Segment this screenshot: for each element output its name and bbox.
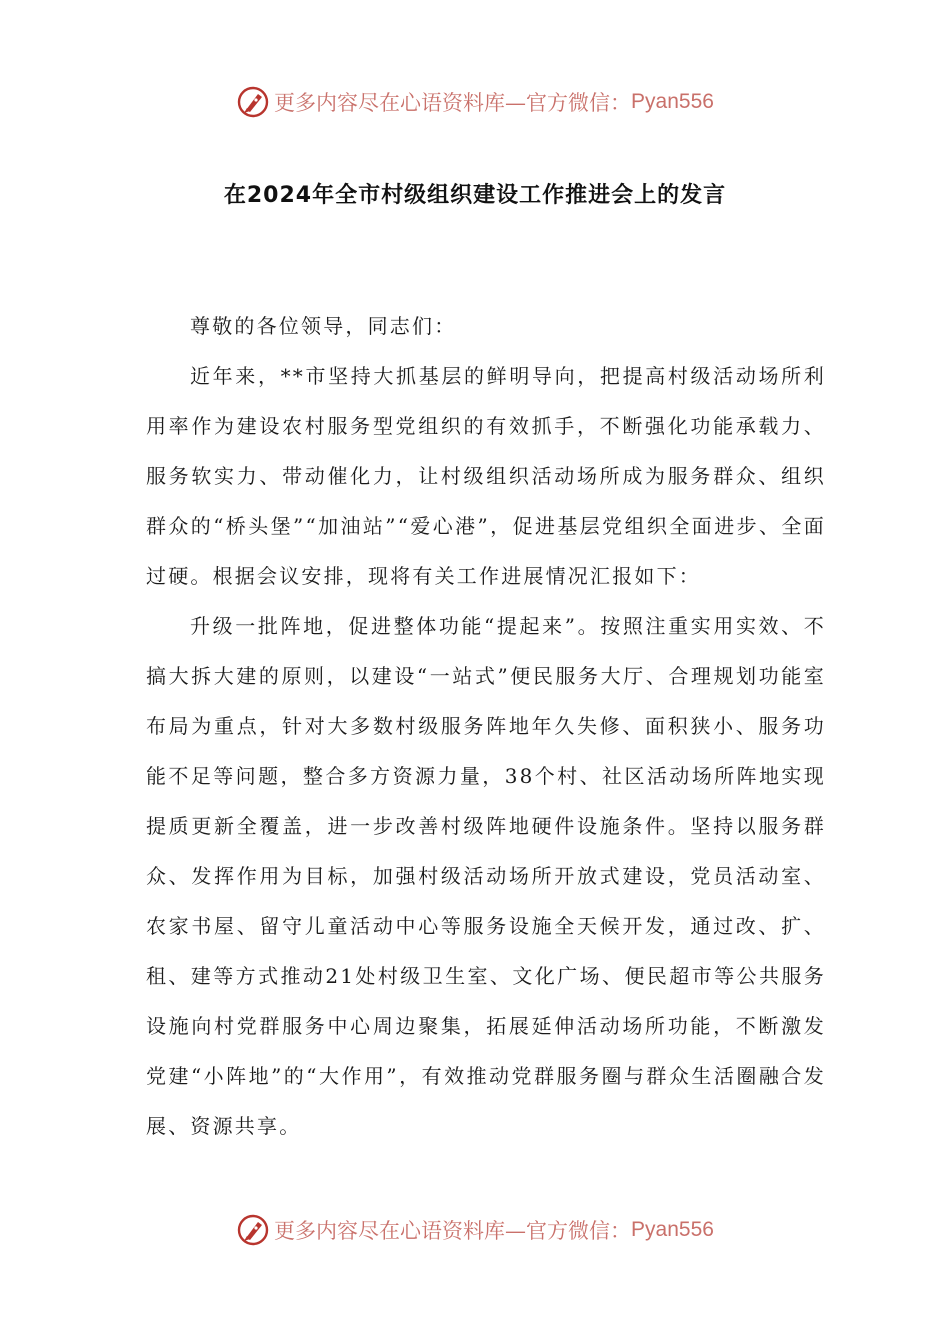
watermark-text: 更多内容尽在心语资料库—官方微信：: [274, 1219, 632, 1243]
watermark-text: 更多内容尽在心语资料库—官方微信：: [274, 91, 632, 115]
salutation: 尊敬的各位领导，同志们：: [190, 314, 457, 338]
paragraph: 近年来，**市坚持大抓基层的鲜明导向，把提高村级活动场所利用率作为建设农村服务型党组织的有效抓手，不断强化功能承载力、服务软实力、带动催化力，让村级组织活动场所成为服务群众、组织群众的“桥头堡”“加油站”“爱心港”，促进基层党组织全面进步、全面过硬。根据会议安排，现将有关工作进展情况汇报如下：: [146, 364, 826, 588]
watermark-wechat-id: Pyan556: [631, 1218, 714, 1241]
watermark-banner-bottom: [0, 1210, 950, 1250]
watermark-banner-top: [0, 82, 950, 122]
document-title: 在2024年全市村级组织建设工作推进会上的发言: [223, 183, 727, 208]
watermark-wechat-id: Pyan556: [631, 90, 714, 113]
document-body: [146, 301, 826, 1151]
paragraph: 升级一批阵地，促进整体功能“提起来”。按照注重实用实效、不搞大拆大建的原则，以建设“一站式”便民服务大厅、合理规划功能室布局为重点，针对大多数村级服务阵地年久失修、面积狭小、服务功能不足等问题，整合多方资源力量，38个村、社区活动场所阵地实现提质更新全覆盖，进一步改善村级阵地硬件设施条件。坚持以服务群众、发挥作用为目标，加强村级活动场所开放式建设，党员活动室、农家书屋、留守儿童活动中心等服务设施全天候开发，通过改、扩、租、建等方式推动21处村级卫生室、文化广场、便民超市等公共服务设施向村党群服务中心周边聚集，拓展延伸活动场所功能，不断激发党建“小阵地”的“大作用”，有效推动党群服务圈与群众生活圈融合发展、资源共享。: [146, 614, 826, 1138]
pen-nib-logo-icon: [236, 85, 270, 119]
pen-nib-logo-icon: [236, 1213, 270, 1247]
